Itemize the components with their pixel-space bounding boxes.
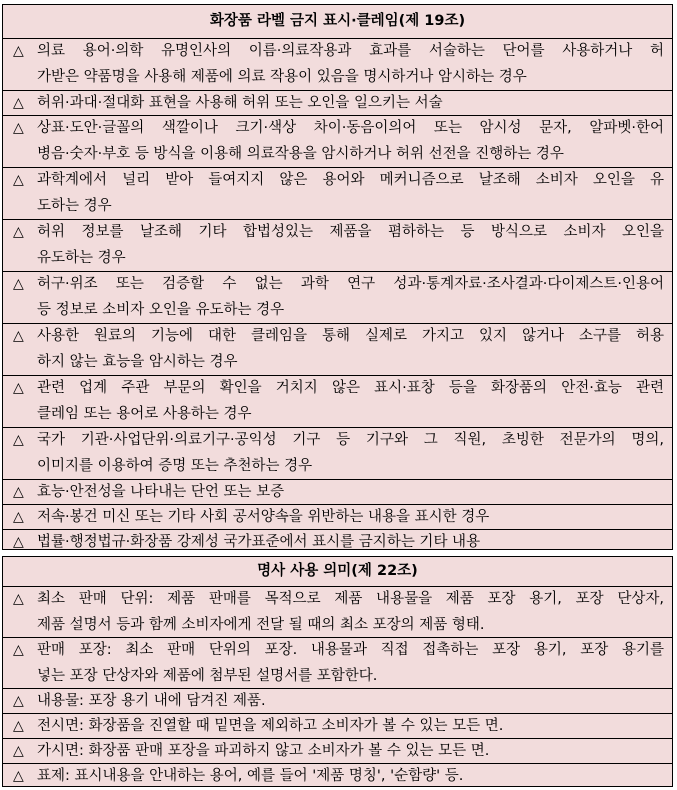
list-item xyxy=(3,739,672,764)
item-text-line: 하지 않는 효능을 암시하는 경우 xyxy=(37,353,238,370)
list-item xyxy=(3,480,672,505)
triangle-bullet-icon: △ xyxy=(13,276,24,292)
triangle-bullet-icon: △ xyxy=(13,120,24,136)
item-text-line: 법률·행정법규·화장품 강제성 국가표준에서 표시를 금지하는 기타 내용 xyxy=(37,534,481,550)
list-item xyxy=(3,272,672,324)
item-text-line: 효능·안전성을 나타내는 단언 또는 보증 xyxy=(37,484,285,500)
prohibited-items-list xyxy=(3,39,672,555)
item-text-line: 허위 정보를 날조해 기타 합법성있는 제품을 폄하하는 등 방식으로 소비자 오인을 xyxy=(37,224,664,240)
triangle-bullet-icon: △ xyxy=(13,95,24,111)
triangle-bullet-icon: △ xyxy=(13,768,24,784)
prohibited-labeling-table xyxy=(2,4,673,550)
item-text-line: 관련 업계 주관 부문의 확인을 거치지 않은 표시·표창 등을 화장품의 안전·효능 관련 xyxy=(37,380,664,396)
list-item xyxy=(3,505,672,530)
list-item xyxy=(3,116,672,168)
item-text-line: 전시면: 화장품을 진열할 때 밑면을 제외하고 소비자가 볼 수 있는 모든 면. xyxy=(37,718,504,734)
item-text-line: 판매 포장: 최소 판매 단위의 포장. 내용물과 직접 접촉하는 포장 용기, 포장 용기를 xyxy=(37,642,664,658)
item-text-line: 도하는 경우 xyxy=(37,197,112,214)
item-text-line: 최소 판매 단위: 제품 판매를 목적으로 제품 내용물을 제품 포장 용기, 포장 단상자, xyxy=(37,591,664,607)
item-text-line: 상표·도안·글꼴의 색깔이나 크기·색상 차이·동음이의어 또는 암시성 문자, 알파벳·한어 xyxy=(37,120,664,136)
item-text-line: 내용물: 포장 용기 내에 담겨진 제품. xyxy=(37,693,266,709)
item-text-line: 과학계에서 널리 받아 들여지지 않은 용어와 메커니즘으로 날조해 소비자 오인을 유 xyxy=(37,172,664,188)
triangle-bullet-icon: △ xyxy=(13,43,24,59)
triangle-bullet-icon: △ xyxy=(13,743,24,759)
triangle-bullet-icon: △ xyxy=(13,693,24,709)
list-item xyxy=(3,638,672,689)
item-text-line: 저속·봉건 미신 또는 기타 사회 공서양속을 위반하는 내용을 표시한 경우 xyxy=(37,509,490,525)
triangle-bullet-icon: △ xyxy=(13,432,24,448)
list-item xyxy=(3,220,672,272)
list-item xyxy=(3,530,672,555)
triangle-bullet-icon: △ xyxy=(13,534,24,550)
item-text-line: 의료 용어·의학 유명인사의 이름·의료작용과 효과를 서술하는 단어를 사용하거나 허 xyxy=(37,43,664,59)
definitions-list xyxy=(3,587,672,789)
item-text-line: 국가 기관·사업단위·의료기구·공익성 기구 등 기구와 그 직원, 초빙한 전문가의 명의, xyxy=(37,432,664,448)
section-title: 화장품 라벨 금지 표시·클레임(제 19조) xyxy=(3,5,672,39)
triangle-bullet-icon: △ xyxy=(13,591,24,607)
triangle-bullet-icon: △ xyxy=(13,509,24,525)
list-item xyxy=(3,714,672,739)
item-text-line: 제품 설명서 등과 함께 소비자에게 전달 될 때의 최소 포장의 제품 형태. xyxy=(37,616,485,633)
item-text-line: 등 정보로 소비자 오인을 유도하는 경우 xyxy=(37,301,285,318)
triangle-bullet-icon: △ xyxy=(13,718,24,734)
item-text-line: 클레임 또는 용어로 사용하는 경우 xyxy=(37,405,252,422)
list-item xyxy=(3,587,672,638)
list-item xyxy=(3,168,672,220)
item-text-line: 유도하는 경우 xyxy=(37,249,126,266)
item-text-line: 사용한 원료의 기능에 대한 클레임을 통해 실제로 가지고 있지 않거나 소구를 허용 xyxy=(37,328,664,344)
item-text-line: 넣는 포장 단상자와 제품에 첨부된 설명서를 포함한다. xyxy=(37,667,378,684)
term-definitions-table xyxy=(2,556,673,787)
triangle-bullet-icon: △ xyxy=(13,642,24,658)
triangle-bullet-icon: △ xyxy=(13,484,24,500)
list-item xyxy=(3,764,672,789)
item-text-line: 허위·과대·절대화 표현을 사용해 허위 또는 오인을 일으키는 서술 xyxy=(37,95,443,111)
triangle-bullet-icon: △ xyxy=(13,172,24,188)
section-title: 명사 사용 의미(제 22조) xyxy=(3,557,672,587)
item-text-line: 표제: 표시내용을 안내하는 용어, 예를 들어 '제품 명칭', '순함량' 등. xyxy=(37,768,464,784)
item-text-line: 이미지를 이용하여 증명 또는 추천하는 경우 xyxy=(37,457,313,474)
list-item xyxy=(3,91,672,116)
item-text-line: 허구·위조 또는 검증할 수 없는 과학 연구 성과·통계자료·조사결과·다이제스트·인용어 xyxy=(37,276,664,292)
list-item xyxy=(3,324,672,376)
item-text-line: 가받은 약품명을 사용해 제품에 의료 작용이 있음을 명시하거나 암시하는 경우 xyxy=(37,68,527,85)
list-item xyxy=(3,376,672,428)
list-item xyxy=(3,689,672,714)
item-text-line: 가시면: 화장품 판매 포장을 파괴하지 않고 소비자가 볼 수 있는 모든 면. xyxy=(37,743,490,759)
item-text-line: 병음·숫자·부호 등 방식을 이용해 의료작용을 암시하거나 허위 선전을 진행하는 경우 xyxy=(37,145,564,162)
list-item xyxy=(3,428,672,480)
triangle-bullet-icon: △ xyxy=(13,328,24,344)
triangle-bullet-icon: △ xyxy=(13,224,24,240)
list-item xyxy=(3,39,672,91)
triangle-bullet-icon: △ xyxy=(13,380,24,396)
